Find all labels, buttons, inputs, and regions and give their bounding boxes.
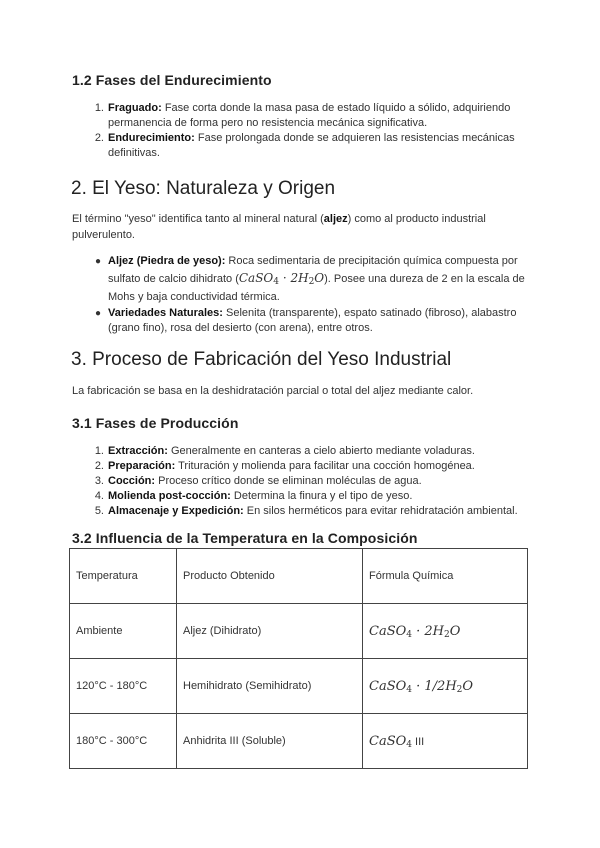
product-cell: Aljez (Dihidrato)	[177, 604, 363, 659]
list-number: 2.	[94, 132, 104, 144]
term-label: Preparación:	[108, 460, 176, 472]
formula-subscript: 2	[456, 684, 463, 695]
table-header-cell: Fórmula Química	[363, 549, 528, 604]
table-header-cell: Producto Obtenido	[177, 549, 363, 604]
temperature-cell: 120°C - 180°C	[70, 659, 177, 714]
list-item	[94, 306, 526, 336]
list-number: 3.	[94, 475, 104, 487]
term-description: ). Posee una dureza de 2 en la escala de Mohs y baja conductividad térmica.	[108, 273, 525, 303]
term-description: Fase prolongada donde se adquieren las resistencias mecánicas definitivas.	[108, 132, 515, 159]
formula-subscript: 4	[406, 629, 412, 640]
section-heading-1-2: 1.2 Fases del Endurecimiento	[72, 72, 272, 88]
formula-part: ·	[279, 271, 291, 285]
list-number: 1.	[94, 445, 104, 457]
list-number: 2.	[94, 460, 104, 472]
table-header-row	[70, 549, 528, 604]
term-description: Roca sedimentaria de precipitación química compuesta por sulfato de calcio dihidrato (	[108, 255, 518, 285]
list-item	[94, 101, 528, 131]
formula-subscript: 4	[273, 277, 279, 287]
formula-subscript: 4	[406, 684, 412, 695]
bullet-icon: ●	[94, 308, 102, 319]
formula-subscript: 2	[444, 629, 450, 640]
intro-text: El término "yeso" identifica tanto al mineral natural (	[72, 213, 324, 225]
formula-part: CaSO	[238, 271, 274, 285]
list-item	[94, 444, 538, 459]
term-label: Cocción:	[108, 475, 156, 487]
section-heading-3-1: 3.1 Fases de Producción	[72, 415, 239, 431]
list-number: 4.	[94, 490, 104, 502]
list-item	[94, 253, 526, 306]
formula-part: CaSO	[369, 623, 407, 639]
bullet-icon: ●	[94, 256, 102, 267]
formula-part: 2H	[290, 271, 309, 285]
product-cell: Hemihidrato (Semihidrato)	[177, 659, 363, 714]
temperature-composition-table	[69, 548, 528, 769]
term-label: Fraguado:	[108, 102, 162, 114]
formula-cell	[363, 659, 528, 714]
table-row	[70, 604, 528, 659]
term-description: Fase corta donde la masa pasa de estado líquido a sólido, adquiriendo permanencia de forma pero no resistencia mecánica significativa.	[108, 102, 511, 129]
term-description: Selenita (transparente), espato satinado (fibroso), alabastro (grano fino), rosa del desierto (con arena), entre otros.	[108, 307, 517, 334]
list-number: 5.	[94, 505, 104, 517]
yeso-intro-paragraph	[72, 211, 522, 243]
formula	[369, 679, 473, 694]
formula-part: CaSO	[369, 678, 407, 694]
formula-part: III	[412, 735, 425, 748]
table-header-cell: Temperatura	[70, 549, 177, 604]
list-item	[94, 489, 538, 504]
term-description: Determina la finura y el tipo de yeso.	[230, 490, 413, 502]
formula-part: CaSO	[369, 733, 407, 749]
term-label: Variedades Naturales:	[108, 307, 223, 319]
section-heading-3: 3. Proceso de Fabricación del Yeso Industrial	[71, 349, 452, 370]
term-label: Extracción:	[108, 445, 168, 457]
term-label: Almacenaje y Expedición:	[108, 505, 244, 517]
table-row	[70, 659, 528, 714]
section-heading-2: 2. El Yeso: Naturaleza y Origen	[71, 178, 336, 199]
list-item	[94, 474, 538, 489]
temperature-cell: 180°C - 300°C	[70, 714, 177, 769]
formula	[369, 734, 424, 749]
hardening-phases-list	[94, 101, 528, 161]
formula-cell	[363, 604, 528, 659]
list-item	[94, 459, 538, 474]
list-item	[94, 504, 538, 519]
list-item	[94, 131, 528, 161]
list-number: 1.	[94, 102, 104, 114]
term-description: Generalmente en canteras a cielo abierto mediante voladuras.	[167, 445, 475, 457]
production-phases-list	[94, 444, 538, 519]
formula-part: · 1/2H	[412, 678, 457, 694]
yeso-bullets	[94, 253, 526, 336]
term-label: Endurecimiento:	[108, 132, 195, 144]
product-cell: Anhidrita III (Soluble)	[177, 714, 363, 769]
term-description: En silos herméticos para evitar rehidratación ambiental.	[243, 505, 518, 517]
formula-subscript: 4	[406, 739, 412, 750]
fabrication-intro: La fabricación se basa en la deshidratación parcial o total del aljez mediante calor.	[72, 385, 474, 397]
term-label: Molienda post-cocción:	[108, 490, 231, 502]
formula-part: · 2H	[412, 623, 445, 639]
formula-part: O	[314, 271, 325, 285]
formula-cell	[363, 714, 528, 769]
table-row	[70, 714, 528, 769]
intro-bold: aljez	[323, 213, 348, 225]
term-label: Aljez (Piedra de yeso):	[108, 255, 226, 267]
formula	[239, 271, 324, 285]
formula	[369, 624, 460, 639]
temperature-cell: Ambiente	[70, 604, 177, 659]
section-heading-3-2: 3.2 Influencia de la Temperatura en la Composición	[72, 530, 418, 546]
term-description: Proceso crítico donde se eliminan moléculas de agua.	[155, 475, 422, 487]
formula-subscript: 2	[308, 277, 315, 287]
formula-part: O	[449, 623, 461, 639]
formula-part: O	[462, 678, 474, 694]
term-description: Trituración y molienda para facilitar una cocción homogénea.	[175, 460, 475, 472]
intro-text: ) como al producto industrial pulverulento.	[72, 213, 486, 241]
